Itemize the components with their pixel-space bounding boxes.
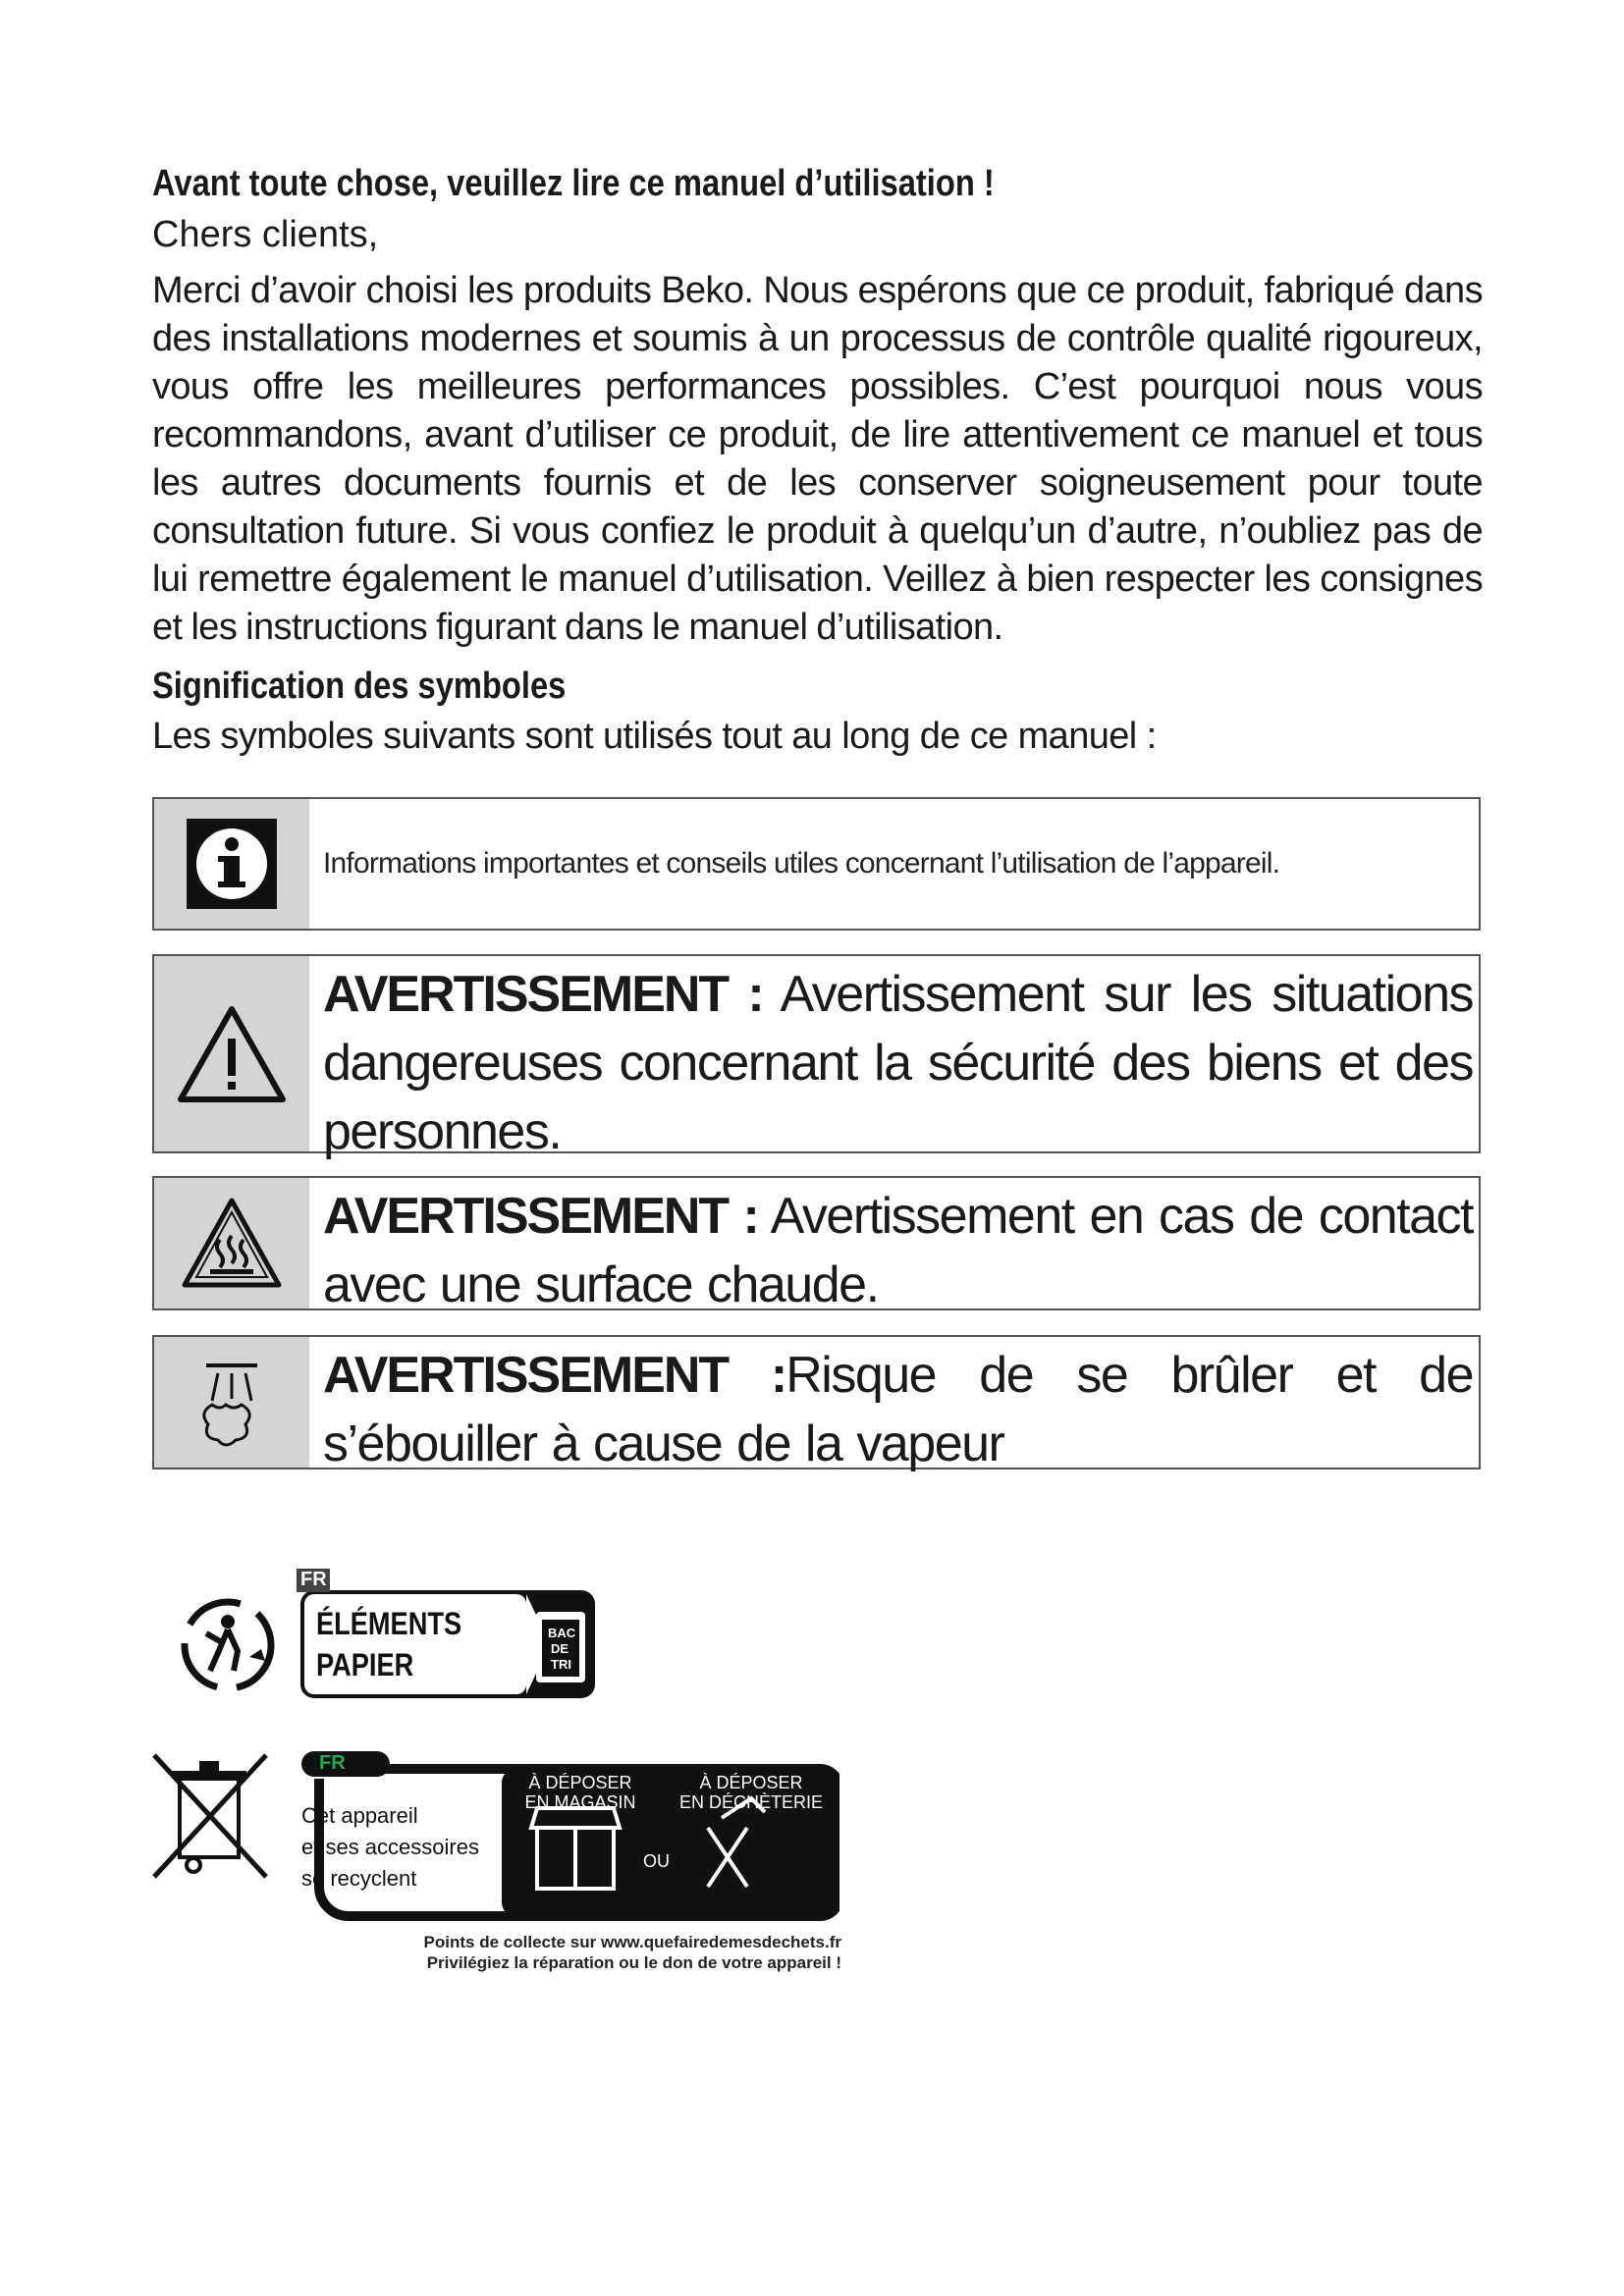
- symbol-warning-text: [309, 956, 1479, 1160]
- weee-line-2: et ses accessoires: [301, 1835, 479, 1859]
- warning-triangle-icon: [154, 956, 309, 1151]
- option-waste-line2: EN DÉCHÈTERIE: [678, 1792, 824, 1812]
- weee-line-3: se recyclent: [301, 1866, 417, 1891]
- steam-icon: [154, 1337, 309, 1468]
- triman-line1: ÉLÉMENTS: [316, 1606, 462, 1641]
- info-icon: [154, 799, 309, 929]
- hot-surface-icon: [154, 1178, 309, 1308]
- greeting: Chers clients,: [152, 214, 379, 255]
- option-store-line2: EN MAGASIN: [524, 1792, 636, 1812]
- option-store-line1: À DÉPOSER: [528, 1773, 632, 1792]
- triman-tag: FR: [300, 1569, 327, 1590]
- weee-footer: [339, 1932, 841, 1973]
- triman-line2: PAPIER: [316, 1647, 414, 1682]
- warning-description: Avertissement sur les situations dangereuses concernant la sécurité des biens et des personnes.: [323, 966, 1473, 1160]
- triman-paper-logo: [177, 1569, 609, 1706]
- weee-footer-1: Points de collecte sur www.quefairedemesdechets.fr: [423, 1933, 841, 1951]
- steam-description: Risque de se brûler et de s’ébouiller à cause de la vapeur: [323, 1347, 1473, 1472]
- symbol-steam-text: [309, 1337, 1479, 1472]
- page-title: Avant toute chose, veuillez lire ce manuel d’utilisation !: [152, 163, 995, 204]
- document-body: [152, 162, 1483, 780]
- warning-keyword: AVERTISSEMENT :: [323, 966, 763, 1023]
- option-waste-line1: À DÉPOSER: [699, 1773, 803, 1792]
- hot-surface-description: Avertissement en cas de contact avec une surface chaude.: [323, 1188, 1473, 1313]
- symbol-info-text: Informations importantes et conseils utiles concernant l’utilisation de l’appareil.: [323, 847, 1280, 880]
- bin-label-3: TRI: [551, 1657, 571, 1672]
- bin-label-2: DE: [551, 1641, 569, 1656]
- weee-line-1: Cet appareil: [301, 1803, 418, 1828]
- bin-label-1: BAC: [548, 1626, 576, 1640]
- symbol-hot-surface-box: [152, 1176, 1481, 1313]
- intro-paragraph: Merci d’avoir choisi les produits Beko. Nous espérons que ce produit, fabriqué dans des installations modernes et soumis à un processus de contrôle qualité rigoureux, vous offre les meilleures performances possibles. C’est pourquoi nous vous recommandons, avant d’utiliser ce produit, de lire attentivement ce manuel et tous les autres documents fournis et de les conserver soigneusement pour toute consultation future. Si vous confiez le produit à quelqu’un d’autre, n’oubliez pas de lui remettre également le manuel d’utilisation. Veillez à bien respecter les consignes et les instructions figurant dans le manuel d’utilisation.: [152, 270, 1483, 648]
- symbol-warning-box: [152, 954, 1481, 1160]
- weee-tag: FR: [319, 1752, 346, 1774]
- symbol-steam-box: [152, 1335, 1481, 1472]
- symbol-hot-surface-text: [309, 1178, 1479, 1313]
- symbols-lead: Les symboles suivants sont utilisés tout au long de ce manuel :: [152, 716, 1157, 757]
- symbol-info-box: [152, 797, 1481, 931]
- warning-keyword: AVERTISSEMENT :: [323, 1188, 758, 1245]
- or-label: OU: [643, 1851, 670, 1871]
- option-waste-center: [673, 1773, 830, 1812]
- crossed-bin-icon: [154, 1755, 266, 1877]
- weee-recycle-text: [301, 1800, 479, 1895]
- option-store: [512, 1773, 649, 1812]
- warning-keyword: AVERTISSEMENT :: [323, 1347, 786, 1404]
- weee-logo: [152, 1749, 839, 1985]
- weee-footer-2: Privilégiez la réparation ou le don de votre appareil !: [426, 1953, 841, 1972]
- symbols-heading: Signification des symboles: [152, 666, 567, 707]
